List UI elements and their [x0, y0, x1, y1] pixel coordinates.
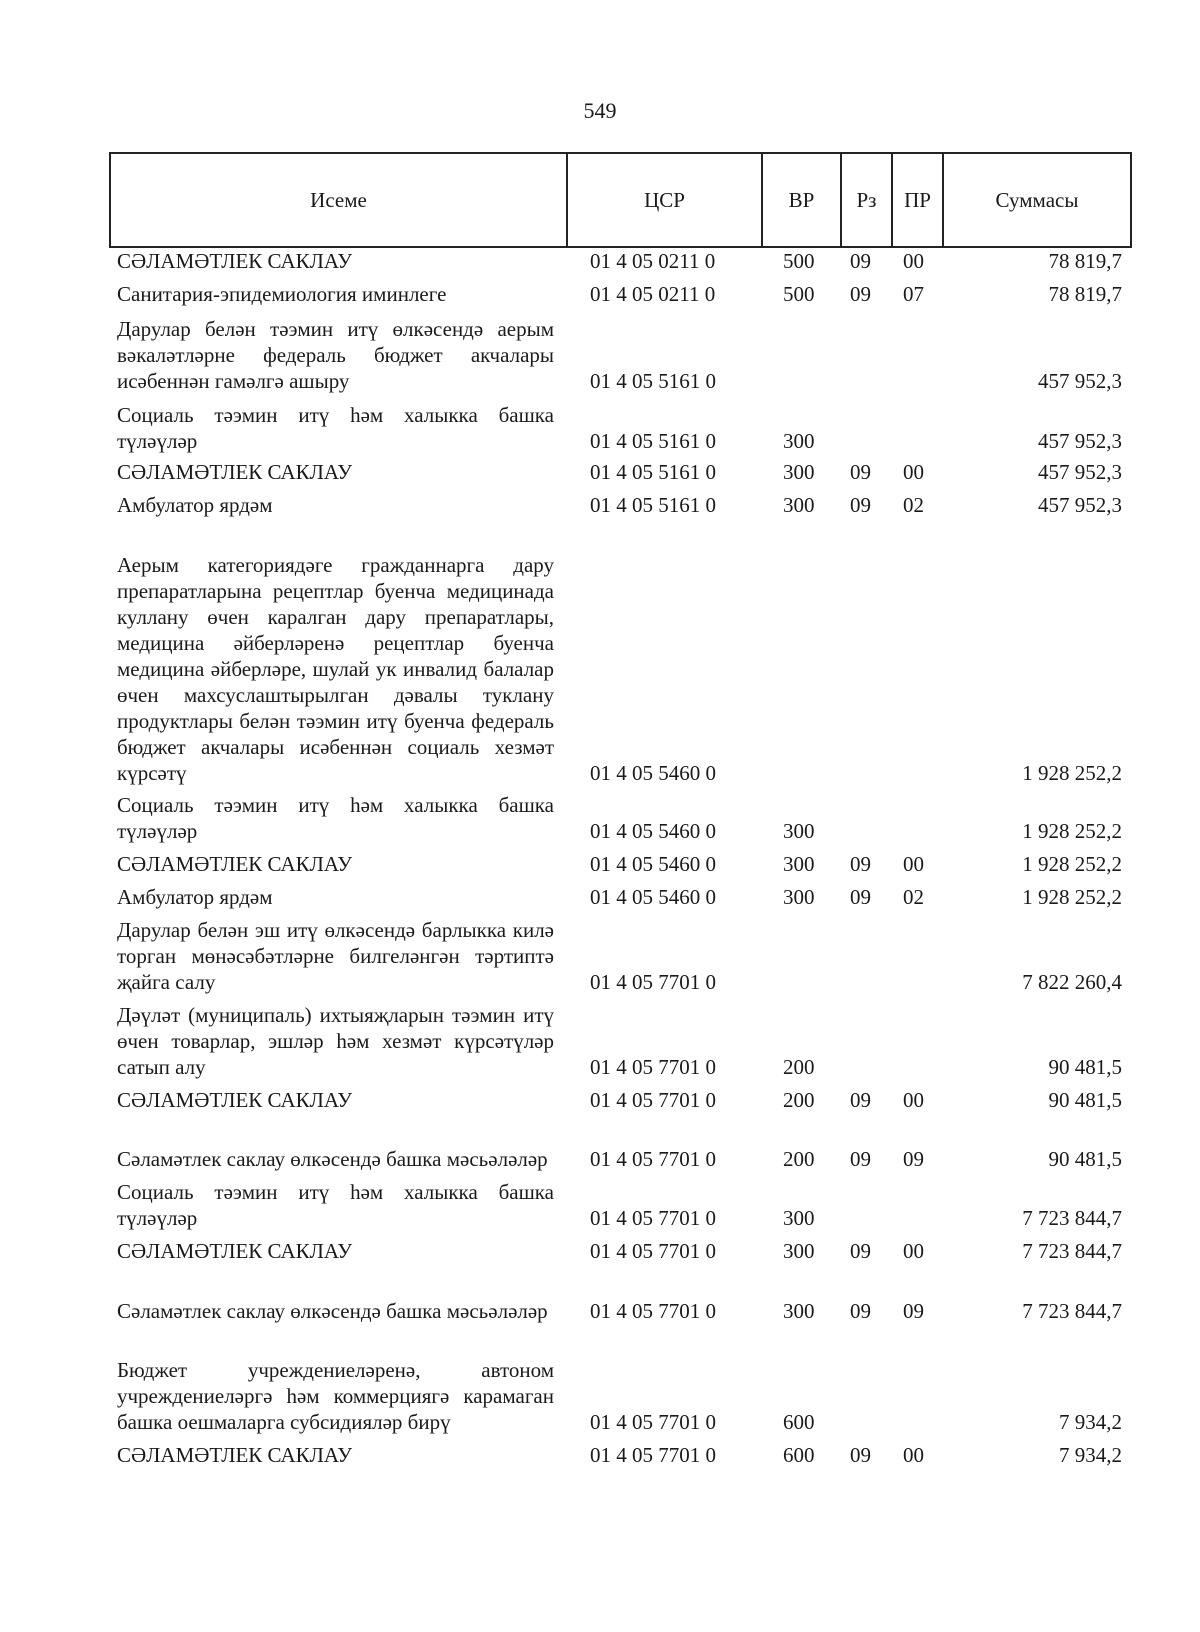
- row-csr: 01 4 05 5460 0: [590, 885, 716, 909]
- row-csr: 01 4 05 7701 0: [590, 1443, 716, 1467]
- row-csr: 01 4 05 5161 0: [590, 429, 716, 453]
- table-row: [0, 917, 1200, 995]
- row-name: Социаль тәэмин итү һәм халыкка башка түләүләр: [117, 793, 554, 843]
- row-pr: 09: [903, 1299, 924, 1323]
- row-name: СӘЛАМӘТЛЕК САКЛАУ: [117, 460, 353, 484]
- table-row: [0, 1442, 1200, 1468]
- row-sum: 457 952,3: [1038, 429, 1122, 453]
- page-number: 549: [583, 98, 617, 123]
- row-name: Социаль тәэмин итү һәм халыкка башка түләүләр: [117, 403, 554, 453]
- row-rz: 09: [850, 282, 871, 306]
- row-sum: 1 928 252,2: [1022, 885, 1122, 909]
- row-name: Санитария-эпидемиология иминлеге: [117, 282, 447, 306]
- row-pr: 02: [903, 885, 924, 909]
- row-name: Амбулатор ярдәм: [117, 493, 273, 517]
- row-name: Аерым категориядәге гражданнарга дару препаратларына рецептлар буенча медицинада куллану өчен каралган дару препаратлары, медицина әйберләренә рецептлар буенча медицина әйберләре, шулай ук инвалид балалар өчен махсуслаштырылган дәвалы туклану продуктлары белән тәэмин итү буенча федераль бюджет акчалары исәбеннән социаль хезмәт күрсәтү: [117, 553, 554, 785]
- row-pr: 00: [903, 460, 924, 484]
- row-sum: 90 481,5: [1048, 1147, 1122, 1171]
- table-row: [0, 459, 1200, 485]
- row-rz: 09: [850, 493, 871, 517]
- table-row: [0, 526, 1200, 786]
- row-rz: 09: [850, 249, 871, 273]
- row-csr: 01 4 05 5161 0: [590, 460, 716, 484]
- row-name: Дарулар белән тәэмин итү өлкәсендә аерым вәкаләтләрне федераль бюджет акчалары исәбеннән гамәлгә ашыру: [117, 317, 554, 393]
- row-sum: 7 723 844,7: [1022, 1239, 1122, 1263]
- row-sum: 1 928 252,2: [1022, 761, 1122, 785]
- table-row: [0, 792, 1200, 844]
- row-name: Дарулар белән эш итү өлкәсендә барлыкка килә торган мөнәсәбәтләрне билгеләнгән тәртиптә җайга салу: [117, 918, 554, 994]
- row-name: Бюджет учреждениеләренә, автоном учреждениеләргә һәм коммерциягә карамаган башка оешмаларга субсидияләр бирү: [117, 1358, 554, 1434]
- header-vr: ВР: [763, 154, 842, 246]
- row-csr: 01 4 05 5460 0: [590, 761, 716, 785]
- row-pr: 09: [903, 1147, 924, 1171]
- row-csr: 01 4 05 7701 0: [590, 1147, 716, 1171]
- row-vr: 200: [783, 1147, 815, 1171]
- row-vr: 300: [783, 1206, 815, 1230]
- row-vr: 300: [783, 819, 815, 843]
- row-vr: 500: [783, 282, 815, 306]
- row-csr: 01 4 05 0211 0: [590, 282, 716, 306]
- row-csr: 01 4 05 7701 0: [590, 1299, 716, 1323]
- row-csr: 01 4 05 5460 0: [590, 852, 716, 876]
- table-row: [0, 884, 1200, 910]
- row-rz: 09: [850, 1299, 871, 1323]
- table-row: [0, 492, 1200, 518]
- row-sum: 7 822 260,4: [1022, 970, 1122, 994]
- row-vr: 200: [783, 1055, 815, 1079]
- row-vr: 300: [783, 429, 815, 453]
- table-row: [0, 1002, 1200, 1080]
- row-name: Амбулатор ярдәм: [117, 885, 273, 909]
- row-pr: 00: [903, 852, 924, 876]
- row-csr: 01 4 05 5460 0: [590, 819, 716, 843]
- row-sum: 7 934,2: [1059, 1443, 1122, 1467]
- row-vr: 300: [783, 460, 815, 484]
- row-sum: 1 928 252,2: [1022, 852, 1122, 876]
- row-name: Сәламәтлек саклау өлкәсендә башка мәсьәләләр: [117, 1147, 548, 1171]
- table-row: [0, 1120, 1200, 1172]
- header-sum: Суммасы: [995, 187, 1079, 212]
- row-name: Сәламәтлек саклау өлкәсендә башка мәсьәләләр: [117, 1299, 548, 1323]
- row-sum: 457 952,3: [1038, 493, 1122, 517]
- table-header: [109, 152, 1132, 248]
- table-row: [0, 1272, 1200, 1324]
- row-rz: 09: [850, 1147, 871, 1171]
- row-vr: 300: [783, 852, 815, 876]
- row-pr: 00: [903, 1239, 924, 1263]
- row-rz: 09: [850, 1239, 871, 1263]
- row-pr: 07: [903, 282, 924, 306]
- row-rz: 09: [850, 885, 871, 909]
- row-name: Социаль тәэмин итү һәм халыкка башка түләүләр: [117, 1180, 554, 1230]
- row-name: СӘЛАМӘТЛЕК САКЛАУ: [117, 1443, 353, 1467]
- row-pr: 00: [903, 249, 924, 273]
- table-row: [0, 1087, 1200, 1113]
- row-sum: 1 928 252,2: [1022, 819, 1122, 843]
- table-row: [0, 316, 1200, 394]
- row-sum: 78 819,7: [1048, 249, 1122, 273]
- row-vr: 200: [783, 1088, 815, 1112]
- row-rz: 09: [850, 460, 871, 484]
- header-pr: ПР: [893, 154, 944, 246]
- row-rz: 09: [850, 852, 871, 876]
- table-row: [0, 1331, 1200, 1435]
- row-sum: 7 723 844,7: [1022, 1206, 1122, 1230]
- row-csr: 01 4 05 0211 0: [590, 249, 716, 273]
- row-vr: 300: [783, 885, 815, 909]
- row-vr: 300: [783, 1299, 815, 1323]
- row-sum: 78 819,7: [1048, 282, 1122, 306]
- row-pr: 00: [903, 1443, 924, 1467]
- row-rz: 09: [850, 1443, 871, 1467]
- row-vr: 600: [783, 1443, 815, 1467]
- row-name: СӘЛАМӘТЛЕК САКЛАУ: [117, 1088, 353, 1112]
- row-name: СӘЛАМӘТЛЕК САКЛАУ: [117, 1239, 353, 1263]
- row-name: Дәүләт (муниципаль) ихтыяҗларын тәэмин итү өчен товарлар, эшләр һәм хезмәт күрсәтүләр сатып алу: [117, 1003, 554, 1079]
- row-pr: 02: [903, 493, 924, 517]
- row-vr: 500: [783, 249, 815, 273]
- row-sum: 7 723 844,7: [1022, 1299, 1122, 1323]
- row-pr: 00: [903, 1088, 924, 1112]
- row-csr: 01 4 05 5161 0: [590, 369, 716, 393]
- row-csr: 01 4 05 7701 0: [590, 1239, 716, 1263]
- table-row: [0, 851, 1200, 877]
- row-name: СӘЛАМӘТЛЕК САКЛАУ: [117, 852, 353, 876]
- row-sum: 7 934,2: [1059, 1410, 1122, 1434]
- table-row: [0, 248, 1200, 274]
- header-rz: Рз: [842, 154, 893, 246]
- row-csr: 01 4 05 7701 0: [590, 1206, 716, 1230]
- row-csr: 01 4 05 5161 0: [590, 493, 716, 517]
- header-name: Исеме: [111, 154, 568, 246]
- row-csr: 01 4 05 7701 0: [590, 1410, 716, 1434]
- table-row: [0, 402, 1200, 454]
- table-row: [0, 1238, 1200, 1264]
- row-csr: 01 4 05 7701 0: [590, 1055, 716, 1079]
- row-vr: 600: [783, 1410, 815, 1434]
- row-csr: 01 4 05 7701 0: [590, 1088, 716, 1112]
- row-vr: 300: [783, 1239, 815, 1263]
- row-sum: 90 481,5: [1048, 1088, 1122, 1112]
- row-csr: 01 4 05 7701 0: [590, 970, 716, 994]
- row-name: СӘЛАМӘТЛЕК САКЛАУ: [117, 249, 353, 273]
- row-sum: 457 952,3: [1038, 369, 1122, 393]
- row-sum: 90 481,5: [1048, 1055, 1122, 1079]
- row-vr: 300: [783, 493, 815, 517]
- header-csr: ЦСР: [568, 154, 763, 246]
- table-row: [0, 281, 1200, 307]
- row-rz: 09: [850, 1088, 871, 1112]
- table-row: [0, 1179, 1200, 1231]
- row-sum: 457 952,3: [1038, 460, 1122, 484]
